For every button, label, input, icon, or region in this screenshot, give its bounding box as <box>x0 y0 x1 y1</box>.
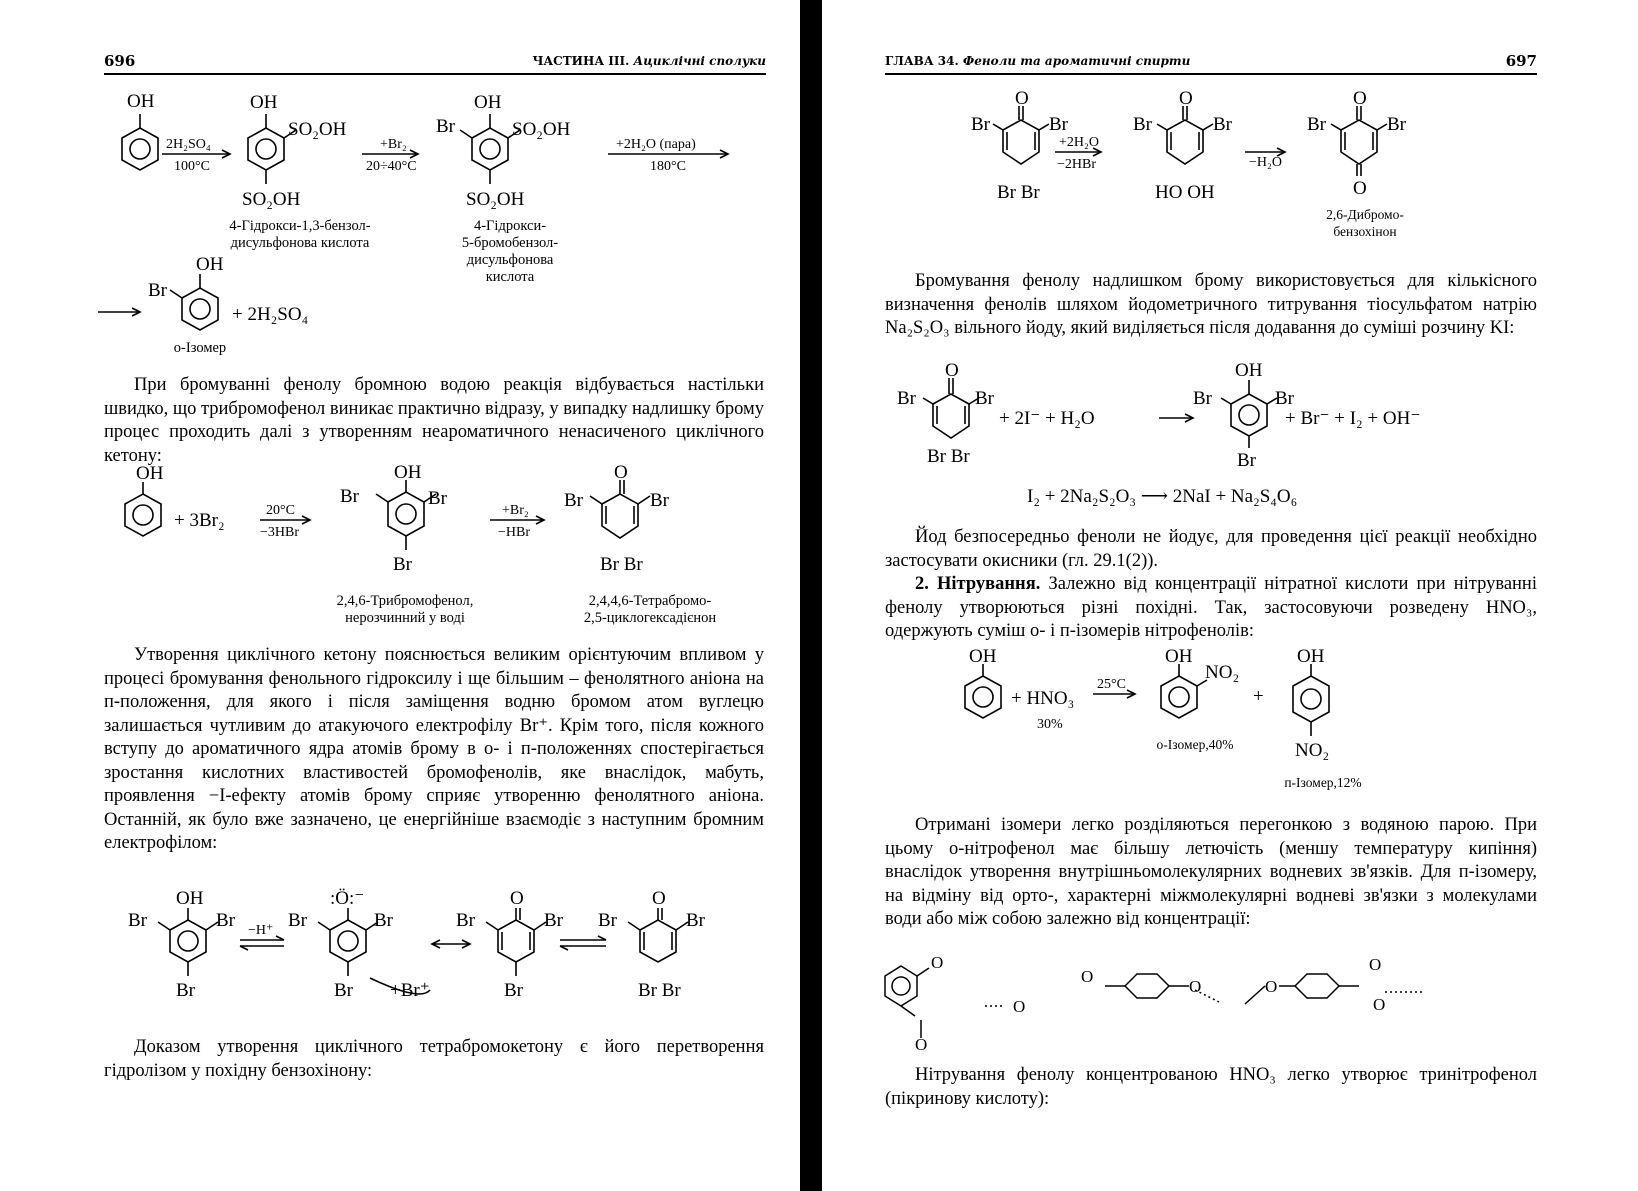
condition: −H₂O <box>1249 155 1282 170</box>
oh-label: OH <box>176 888 204 909</box>
o-label: O <box>1353 178 1367 199</box>
compound-label: о-Ізомер,40% <box>1156 737 1234 752</box>
right-title-part: ГЛАВА 34. <box>885 54 959 68</box>
br-label: Br <box>564 490 583 511</box>
br-label: Br <box>1237 450 1256 471</box>
left-title-part: ЧАСТИНА III. <box>532 54 630 68</box>
left-title-name: Ациклічні сполуки <box>633 54 766 68</box>
paragraph-text: При бромуванні фенолу бромною водою реакція відбувається настільки швидко, що трибромофенол виникає практично відразу, у випадку надлишку брому процес проходить далі з утворенням неароматичного ненасиченого циклічного кетону: <box>104 375 764 466</box>
oh-label: OH <box>1235 360 1263 381</box>
br-label: Br <box>1193 388 1212 409</box>
paragraph-text: Нітрування фенолу концентрованою HNO₃ легко утворює тринітрофенол (пікринову кислоту): <box>885 1065 1537 1109</box>
brbr-label: Br Br <box>600 554 643 575</box>
compound-label: 2,4,6-Трибромофенол, нерозчинний у воді <box>336 593 474 626</box>
reagent-bottom: 180°C <box>650 159 686 174</box>
br-label: Br <box>340 486 359 507</box>
o-label: O <box>931 953 944 972</box>
o-label: O <box>1189 977 1202 996</box>
compound-label: 2,4,4,6-Тетрабромо- 2,5-циклогексадієнон <box>583 593 717 626</box>
oh-label: OH <box>474 92 502 113</box>
equation-tail: + Br⁻ + I₂ + OH⁻ <box>1285 408 1421 429</box>
paragraph-text: Йод безпосередньо феноли не йодує, для проведення цієї реакції необхідно застосувати окисники (гл. 29.1(2)). <box>885 527 1537 571</box>
oh-label: OH <box>969 646 997 667</box>
right-title-name: Феноли та ароматичні спирти <box>962 54 1191 68</box>
o-label: O <box>1265 977 1278 996</box>
condition-top: +Br₂ <box>502 503 529 518</box>
br-label: Br <box>148 280 167 301</box>
no2-label: NO₂ <box>1205 662 1240 683</box>
condition-bottom: −HBr <box>498 525 531 540</box>
so2oh-label: SO₂OH <box>288 119 347 140</box>
paragraph-text <box>885 573 1537 644</box>
br-label: Br <box>686 910 705 931</box>
br-label: Br <box>176 980 195 1001</box>
equation-middle: + 2I⁻ + H₂O <box>999 408 1095 429</box>
oh-label: OH <box>250 92 278 113</box>
br-label: Br <box>1307 114 1326 135</box>
br-label: Br <box>334 980 353 1001</box>
right-page-number: 697 <box>1505 52 1537 70</box>
o-label: O <box>510 888 524 909</box>
left-page <box>0 0 790 1191</box>
br-label: Br <box>1213 114 1232 135</box>
reaction-temperature: 25°C <box>1097 677 1126 692</box>
o-label: O <box>915 1035 928 1054</box>
oh-label: OH <box>1297 646 1325 667</box>
hno3-concentration: 30% <box>1037 717 1063 732</box>
book-gutter <box>800 0 822 1191</box>
o-label: O <box>1015 88 1029 109</box>
br-label: Br <box>1133 114 1152 135</box>
o-label: O <box>1081 967 1094 986</box>
so2oh-label: SO₂OH <box>512 119 571 140</box>
reagent-top: 2H₂SO₄ <box>166 137 211 152</box>
br-label: Br <box>971 114 990 135</box>
compound-label: п-Ізомер,12% <box>1284 775 1362 790</box>
right-page <box>845 0 1638 1191</box>
reagent-top: +2H₂O (пара) <box>616 137 696 152</box>
br-label: Br <box>897 388 916 409</box>
br-label: Br <box>650 490 669 511</box>
o-label: O <box>614 462 628 483</box>
o-label: O <box>1013 997 1026 1016</box>
paragraph-text: Утворення циклічного кетону пояснюється великим орієнтуючим впливом у процесі бромування фенольного гідроксилу і ще більшим – фенолятного аніона на п-положення, для якого і після заміщення водню бромом атом вуглецю залишається чутливим до атакуючого електрофілу Br⁺. Крім того, після кожного вступу до ароматичного ядра атомів брому в о- і п-положеннях спостерігається зростання кислотних властивостей бромофенолів, яке внаслідок, мабуть, проявлення −I-ефекту атомів брому сприяє утворенню фенолятного аніона. Останній, як було вже зазначено, це енергійніше взаємодіє з наступним бромним електрофілом: <box>104 645 764 853</box>
paragraph-text: Бромування фенолу надлишком брому використовується для кількісного визначення фенолів шляхом йодометричного титрування тіосульфатом натрію Na₂S₂O₃ вільного йоду, який виділяється після додавання до суміші розчину KI: <box>885 271 1537 338</box>
compound-label: 2,6-Дибромо- бензохінон <box>1326 207 1404 239</box>
br-label: Br <box>436 116 455 137</box>
phenolate-oxygen: :Ö:⁻ <box>330 888 365 909</box>
reagent-bottom: 20÷40°C <box>366 159 417 174</box>
hydroxy-pair: HO OH <box>1155 182 1215 203</box>
brbr-label: Br Br <box>638 980 681 1001</box>
section-text: Залежно від концентрації нітратної кислоти при нітруванні фенолу утворюються різні похідні. Так, застосовуючи розведену HNO₃, одержують суміш о- і п-ізомерів нітрофенолів: <box>885 574 1537 641</box>
scheme-hydrogen-bonds <box>875 946 1535 1056</box>
paragraph <box>104 374 764 468</box>
compound-label: 4-Гідрокси-1,3-бензол- дисульфонова кислота <box>229 218 371 251</box>
br-label: Br <box>128 910 147 931</box>
br-label: Br <box>1049 114 1068 135</box>
br-label: Br <box>504 980 523 1001</box>
deprotonation: −H⁺ <box>248 923 274 938</box>
plus-br2: + 3Br₂ <box>174 510 225 531</box>
oh-label: OH <box>1165 646 1193 667</box>
paragraph <box>885 526 1537 644</box>
product-tail: + 2H₂SO₄ <box>232 304 309 325</box>
thiosulfate-equation: I₂ + 2Na₂S₂O₃ ⟶ 2NaI + Na₂S₄O₆ <box>1027 486 1298 507</box>
paragraph-text: Отримані ізомери легко розділяються перегонкою з водяною парою. При цьому о-нітрофенол має більшу летючість (меншу температуру кипіння) внаслідок утворення внутрішньомолекулярних водневих зв'язків. Для п-ізомеру, на відміну від орто-, характерні міжмолекулярні водневі зв'язки з молекулами води або між собою залежно від концентрації: <box>885 815 1537 929</box>
compound-label: о-Ізомер <box>173 340 227 356</box>
no2-label: NO₂ <box>1295 740 1330 761</box>
section-heading: 2. Нітрування. <box>915 574 1041 594</box>
right-running-title <box>885 54 1190 68</box>
reagent-top: +Br₂ <box>380 137 407 152</box>
paragraph <box>885 1064 1537 1111</box>
paragraph-text: Доказом утворення циклічного тетрабромокетону є його перетворення гідролізом у похідну бензохінону: <box>104 1037 764 1081</box>
condition-top: +2H₂O <box>1059 135 1099 150</box>
oh-label: OH <box>196 254 224 275</box>
oh-label: OH <box>394 462 422 483</box>
br-label: Br <box>975 388 994 409</box>
compound-label: 4-Гідрокси- 5-бромобензол- дисульфонова кислота <box>461 218 559 285</box>
br-label: Br <box>544 910 563 931</box>
left-running-header <box>104 52 766 75</box>
brbr-label: Br Br <box>997 182 1040 203</box>
plus-sign: + <box>1253 686 1264 707</box>
o-label: O <box>1373 995 1386 1014</box>
paragraph <box>104 1036 764 1083</box>
hno3: + HNO₃ <box>1011 688 1075 709</box>
paragraph <box>104 644 764 856</box>
br-label: Br <box>374 910 393 931</box>
br-label: Br <box>216 910 235 931</box>
o-label: O <box>1179 88 1193 109</box>
so2oh-label: SO₂OH <box>466 189 525 210</box>
br-label: Br <box>456 910 475 931</box>
left-running-title <box>532 54 766 68</box>
br-label: Br <box>1275 388 1294 409</box>
br-label: Br <box>1387 114 1406 135</box>
scheme-iodometry <box>887 362 1527 514</box>
left-page-number: 696 <box>104 52 136 70</box>
paragraph <box>885 814 1537 932</box>
o-label: O <box>652 888 666 909</box>
o-label: O <box>1353 88 1367 109</box>
scheme-tribromination <box>110 462 750 586</box>
right-running-header <box>885 52 1537 75</box>
oh-label: OH <box>127 91 155 112</box>
so2oh-label: SO₂OH <box>242 189 301 210</box>
br-label: Br <box>598 910 617 931</box>
scheme-phenolate <box>120 890 760 1020</box>
o-label: O <box>1369 955 1382 974</box>
scheme-hydrolysis <box>971 88 1505 245</box>
oh-label: OH <box>136 463 164 484</box>
br-label: Br <box>428 488 447 509</box>
reagent-bottom: 100°C <box>174 159 210 174</box>
condition-top: 20°C <box>266 503 295 518</box>
o-label: O <box>945 360 959 381</box>
scheme-nitration <box>955 646 1425 792</box>
bromonium: +Br⁺ <box>390 980 430 1001</box>
br-label: Br <box>288 910 307 931</box>
condition-bottom: −3HBr <box>260 525 300 540</box>
br-label: Br <box>393 554 412 575</box>
brbr-label: Br Br <box>927 446 970 467</box>
paragraph <box>885 270 1537 341</box>
condition-bottom: −2HBr <box>1057 157 1097 172</box>
